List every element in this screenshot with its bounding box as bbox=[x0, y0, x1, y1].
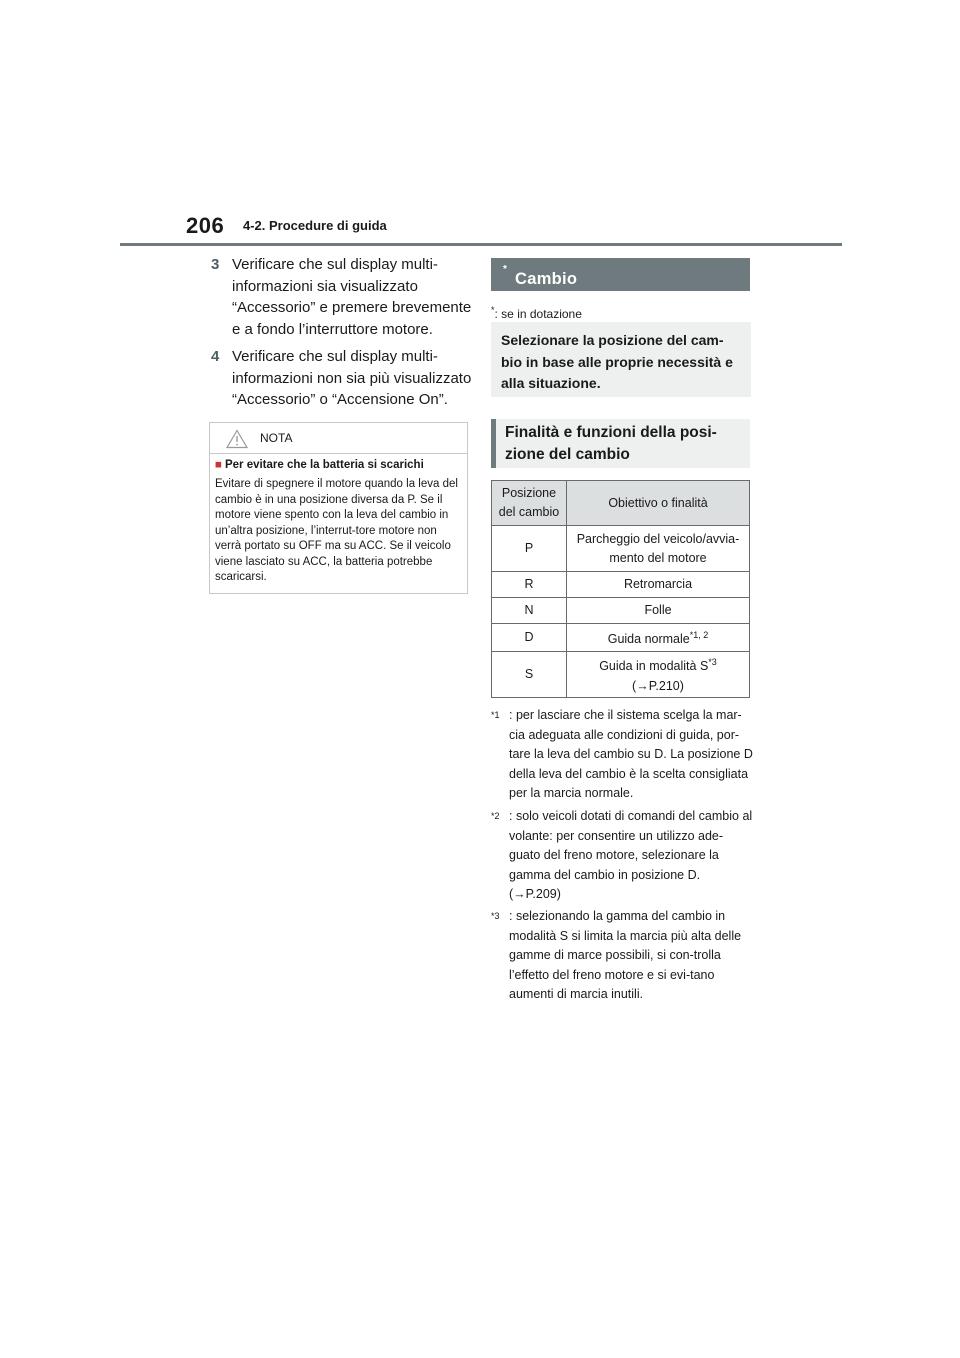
gear-description-text: Guida normale bbox=[607, 632, 690, 647]
table-header-row bbox=[492, 481, 750, 526]
footnote-mark-text: *3 bbox=[491, 911, 500, 921]
table-row bbox=[492, 598, 750, 624]
equipment-note-text: : se in dotazione bbox=[494, 307, 582, 321]
subheading-text: Finalità e funzioni della posi-zione del cambio bbox=[505, 424, 717, 463]
gear-description bbox=[567, 652, 750, 698]
step-number: 3 bbox=[211, 256, 220, 273]
footnote-1 bbox=[491, 706, 753, 804]
gear-position: N bbox=[492, 598, 567, 624]
note-body: Evitare di spegnere il motore quando la leva del cambio è in una posizione diversa da P. Se il motore viene spento con la leva del cambio in un’altra posizione, l’interrut-tore motore non verrà portato su OFF ma su ACC. Se il veicolo viene lasciato su ACC, la batteria potrebbe scaricarsi. bbox=[215, 478, 458, 583]
gear-description bbox=[567, 624, 750, 652]
footnote-mark-text: *1 bbox=[491, 710, 500, 720]
gear-position: R bbox=[492, 572, 567, 598]
section-heading-text: Cambio automatico bbox=[515, 270, 607, 307]
section-heading-bar bbox=[491, 258, 750, 307]
table-row bbox=[492, 572, 750, 598]
table-row bbox=[492, 526, 750, 572]
note-header bbox=[210, 423, 467, 454]
gear-position: D bbox=[492, 624, 567, 652]
section-heading bbox=[503, 264, 607, 307]
header-rule bbox=[120, 243, 842, 246]
table-header-cell: Posizione del cambio bbox=[492, 481, 567, 526]
warning-triangle-icon bbox=[226, 429, 248, 449]
square-bullet-icon: ■ bbox=[215, 459, 222, 471]
step-4 bbox=[211, 346, 473, 411]
gear-position: S bbox=[492, 652, 567, 698]
gear-position: P bbox=[492, 526, 567, 572]
footnote-3 bbox=[491, 907, 753, 1005]
footnote-2 bbox=[491, 807, 753, 905]
table-row bbox=[492, 652, 750, 698]
asterisk-mark: * bbox=[503, 264, 508, 275]
section-title: 4-2. Procedure di guida bbox=[243, 218, 387, 233]
footnote-mark bbox=[491, 706, 500, 730]
intro-text: Selezionare la posizione del cam-bio in base alle proprie necessità e alla situazione. bbox=[501, 332, 733, 391]
note-box bbox=[209, 422, 468, 594]
footnote-ref: *3 bbox=[708, 657, 717, 668]
step-text: Verificare che sul display multi-informazioni sia visualizzato “Accessorio” e premere brevemente e a fondo l’interruttore motore. bbox=[232, 256, 472, 338]
gear-description: Parcheggio del veicolo/avvia-mento del motore bbox=[567, 526, 750, 572]
gear-description: Retromarcia bbox=[567, 572, 750, 598]
step-3 bbox=[211, 254, 473, 340]
note-label: NOTA bbox=[260, 431, 293, 445]
footnote-text: : selezionando la gamma del cambio in modalità S si limita la marcia più alta delle gamme di marce possibili, si con-trolla l’effetto del freno motore e si evi-tano aumenti di marcia inutili. bbox=[509, 909, 742, 1002]
footnote-mark bbox=[491, 907, 500, 931]
subheading-box bbox=[491, 419, 750, 468]
footnote-text: : solo veicoli dotati di comandi del cambio al volante: per consentire un utilizzo ade-guato del freno motore, selezionare la gamma del cambio in posizione D. (→P.209) bbox=[509, 809, 753, 902]
page-reference: (→P.210) bbox=[632, 678, 684, 693]
intro-box bbox=[491, 322, 751, 397]
step-number: 4 bbox=[211, 348, 220, 365]
step-text: Verificare che sul display multi-informazioni non sia più visualizzato “Accessorio” o “Accensione On”. bbox=[232, 348, 472, 409]
note-title bbox=[215, 459, 424, 471]
footnote-mark bbox=[491, 807, 500, 831]
page-number: 206 bbox=[186, 213, 225, 238]
table-header-cell: Obiettivo o finalità bbox=[567, 481, 750, 526]
asterisk-mark: * bbox=[491, 305, 495, 315]
gear-description-text: Guida in modalità S bbox=[599, 659, 709, 674]
equipment-note bbox=[491, 305, 582, 321]
footnote-mark-text: *2 bbox=[491, 811, 500, 821]
table-row bbox=[492, 624, 750, 652]
gear-table bbox=[491, 480, 750, 698]
gear-description: Folle bbox=[567, 598, 750, 624]
footnote-ref: *1, 2 bbox=[689, 629, 709, 640]
note-title-text: Per evitare che la batteria si scarichi bbox=[224, 459, 424, 471]
footnote-text: : per lasciare che il sistema scelga la mar-cia adeguata alle condizioni di guida, por-tare la leva del cambio su D. La posizione D della leva del cambio è la scelta consigliata per la marcia normale. bbox=[509, 708, 753, 801]
